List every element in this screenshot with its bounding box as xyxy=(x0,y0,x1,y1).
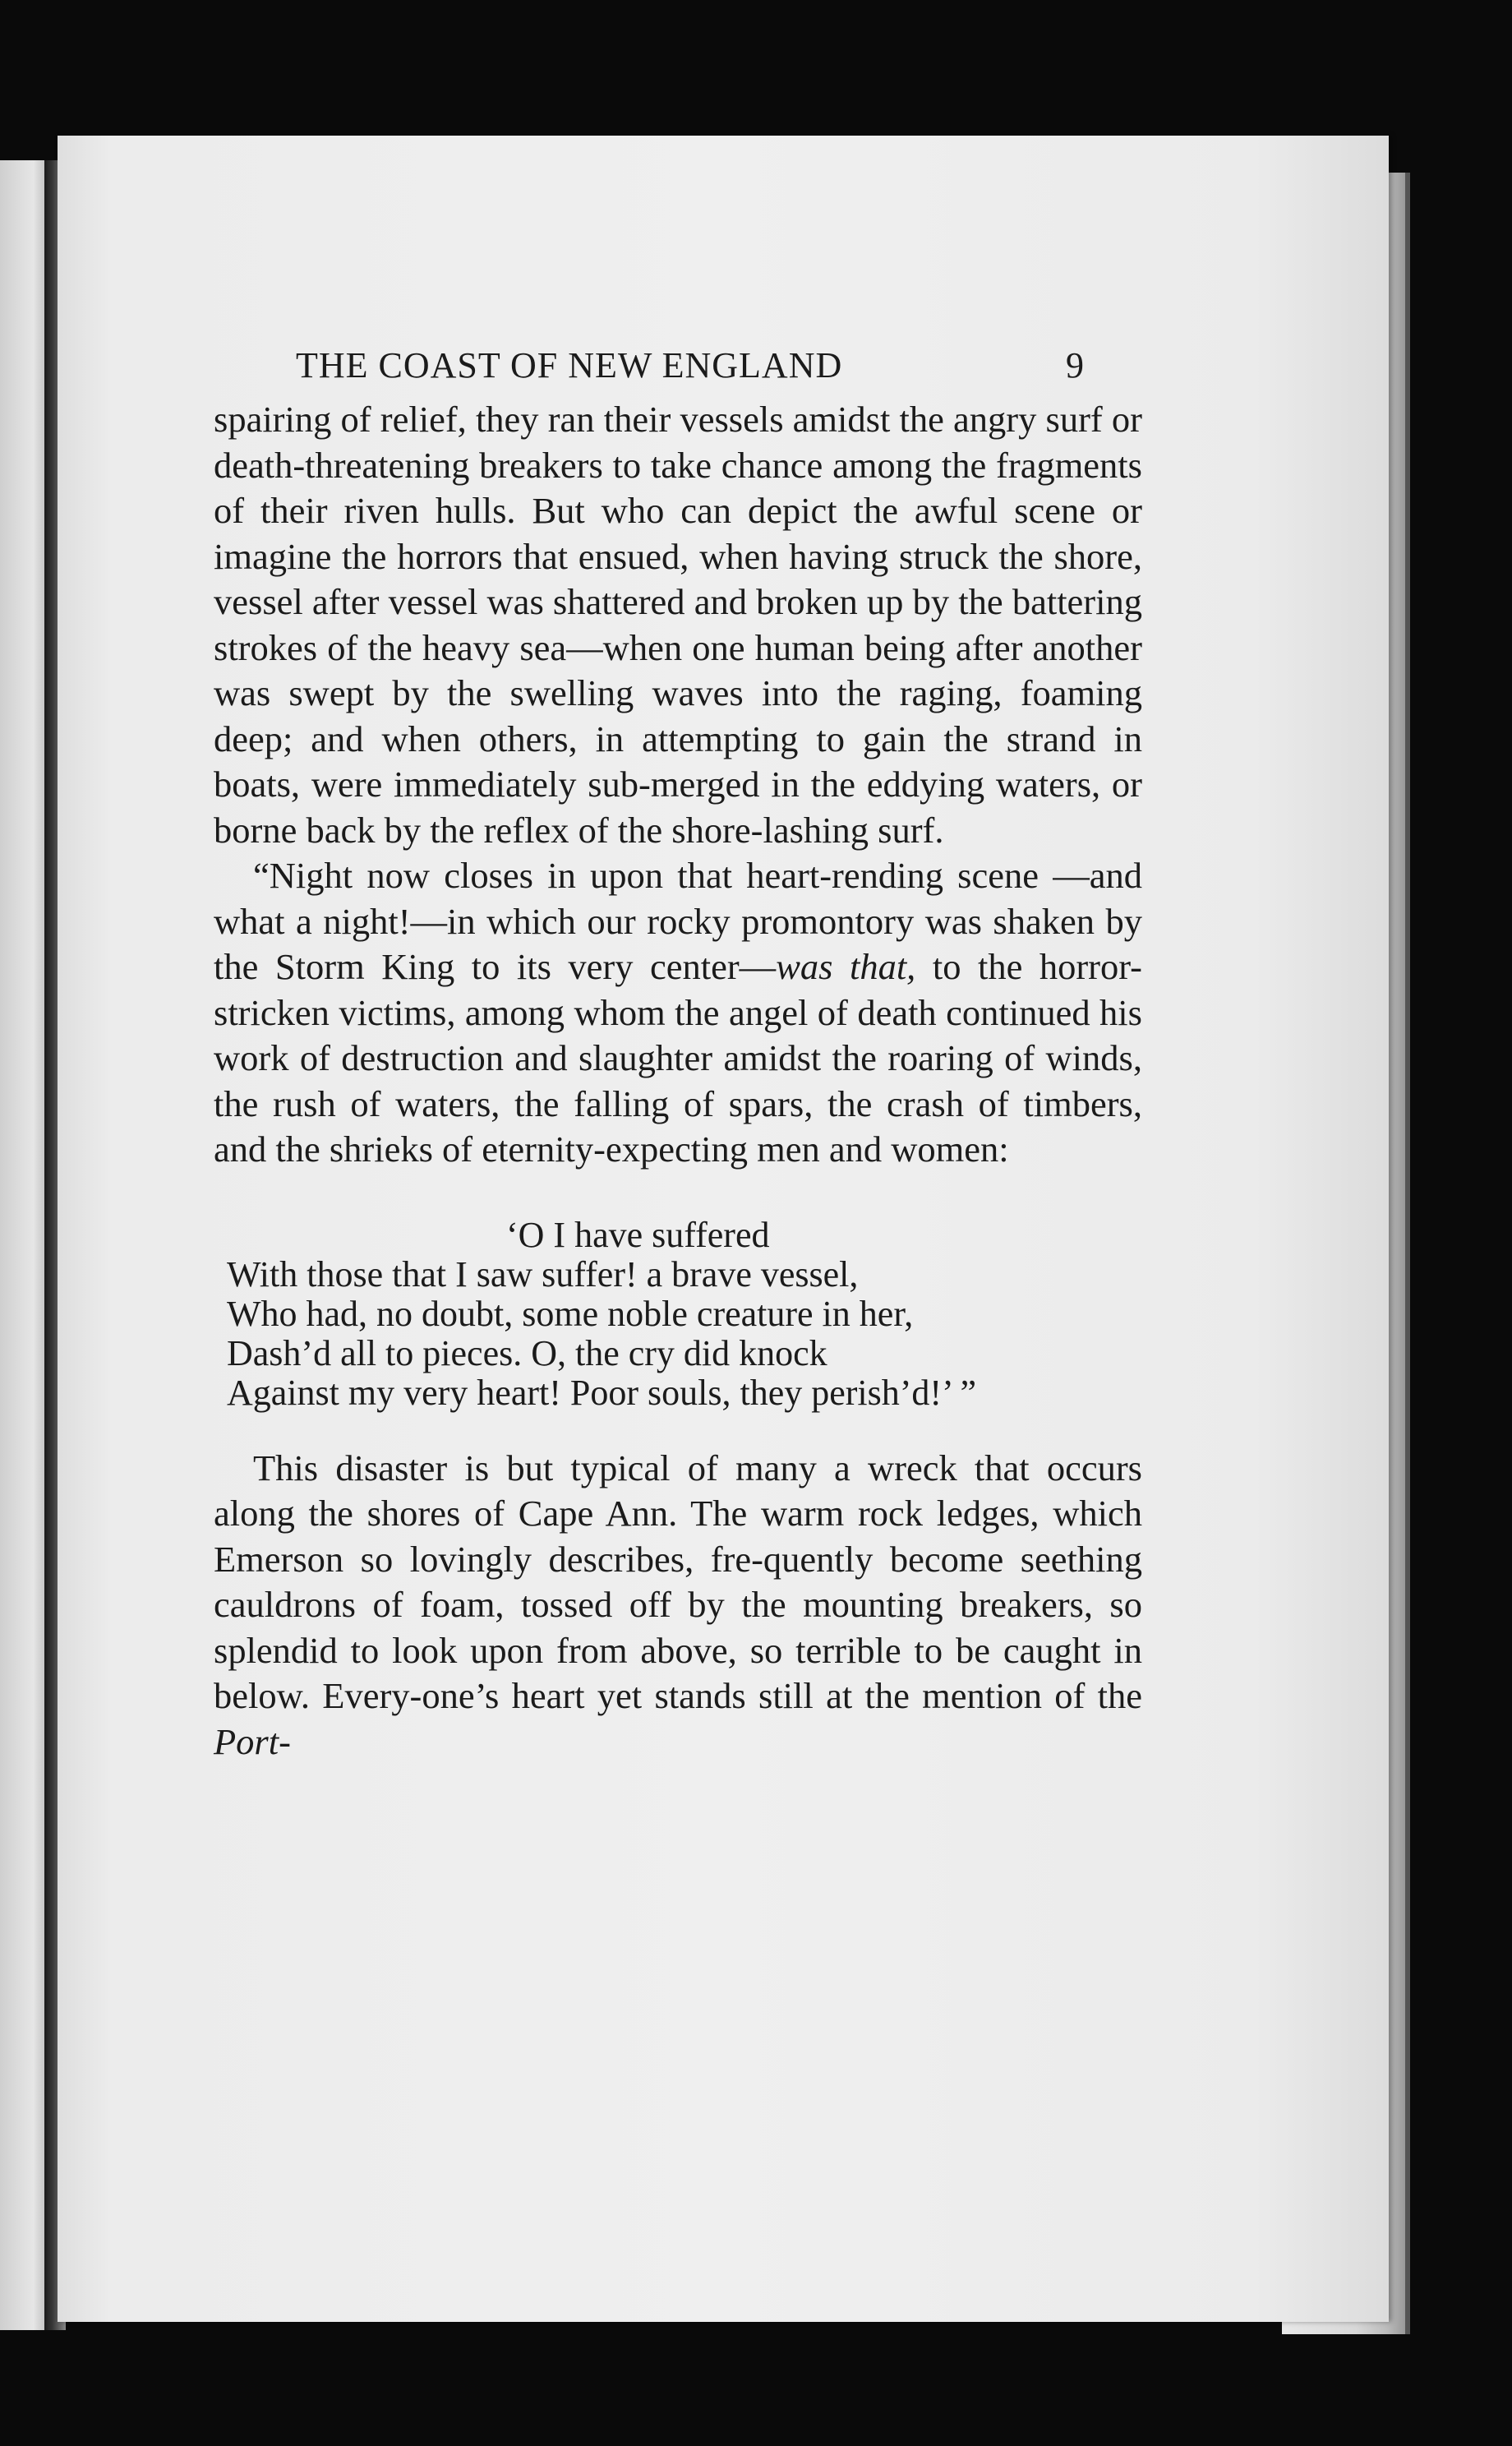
paragraph-2-text-b: to the horror-stricken victims, among whom the angel of death continued his work of destruction and slaughter amidst the roaring of winds, the rush of waters, the falling of spars, the crash of timbers, and the shrieks of eternity-expecting men and women: xyxy=(214,946,1142,1170)
paragraph-2-text-a: “Night now closes in upon that heart-rending scene —and what a night!—in which our rocky promontory was shaken by the Storm King to its very center— xyxy=(214,855,1142,987)
verse-line: Against my very heart! Poor souls, they perish’d!’ ” xyxy=(227,1372,976,1413)
paragraph-3-italic: Port- xyxy=(214,1720,291,1762)
running-head xyxy=(296,341,1085,390)
verse-quotation xyxy=(227,1216,1142,1413)
paragraph-2-italic: was that, xyxy=(776,946,916,987)
page-text-block xyxy=(214,341,1142,1765)
paragraph-1: spairing of relief, they ran their vessels amidst the angry surf or death-threatening breakers to take chance among the fragments of their riven hulls. But who can depict the awful scene or imagine the horrors that ensued, when having struck the shore, vessel after vessel was shattered and broken up by the battering strokes of the heavy sea—when one human being after another was swept by the swelling waves into the raging, foaming deep; and when others, in attempting to gain the strand in boats, were immediately sub-merged in the eddying waters, or borne back by the reflex of the shore-lashing surf. xyxy=(214,399,1142,851)
verse-line: ‘O I have suffered xyxy=(506,1214,770,1255)
verse-line: With those that I saw suffer! a brave vessel, xyxy=(227,1253,859,1295)
facing-page-edge xyxy=(0,160,48,2330)
running-title: THE COAST OF NEW ENGLAND xyxy=(296,345,843,385)
page-number: 9 xyxy=(1066,345,1085,385)
verse-line: Dash’d all to pieces. O, the cry did knock xyxy=(227,1332,827,1373)
verse-line: Who had, no doubt, some noble creature in her, xyxy=(227,1293,914,1334)
paragraph-3-text: This disaster is but typical of many a wreck that occurs along the shores of Cape Ann. The warm rock ledges, which Emerson so lovingly describes, fre-quently become seething cauldrons of foam, tossed off by the mounting breakers, so splendid to look upon from above, so terrible to be caught in below. Every-one’s heart yet stands still at the mention of the xyxy=(214,1447,1142,1716)
paragraph-3 xyxy=(214,1446,1142,1765)
paragraph-2 xyxy=(214,853,1142,1173)
book-page xyxy=(58,136,1389,2322)
